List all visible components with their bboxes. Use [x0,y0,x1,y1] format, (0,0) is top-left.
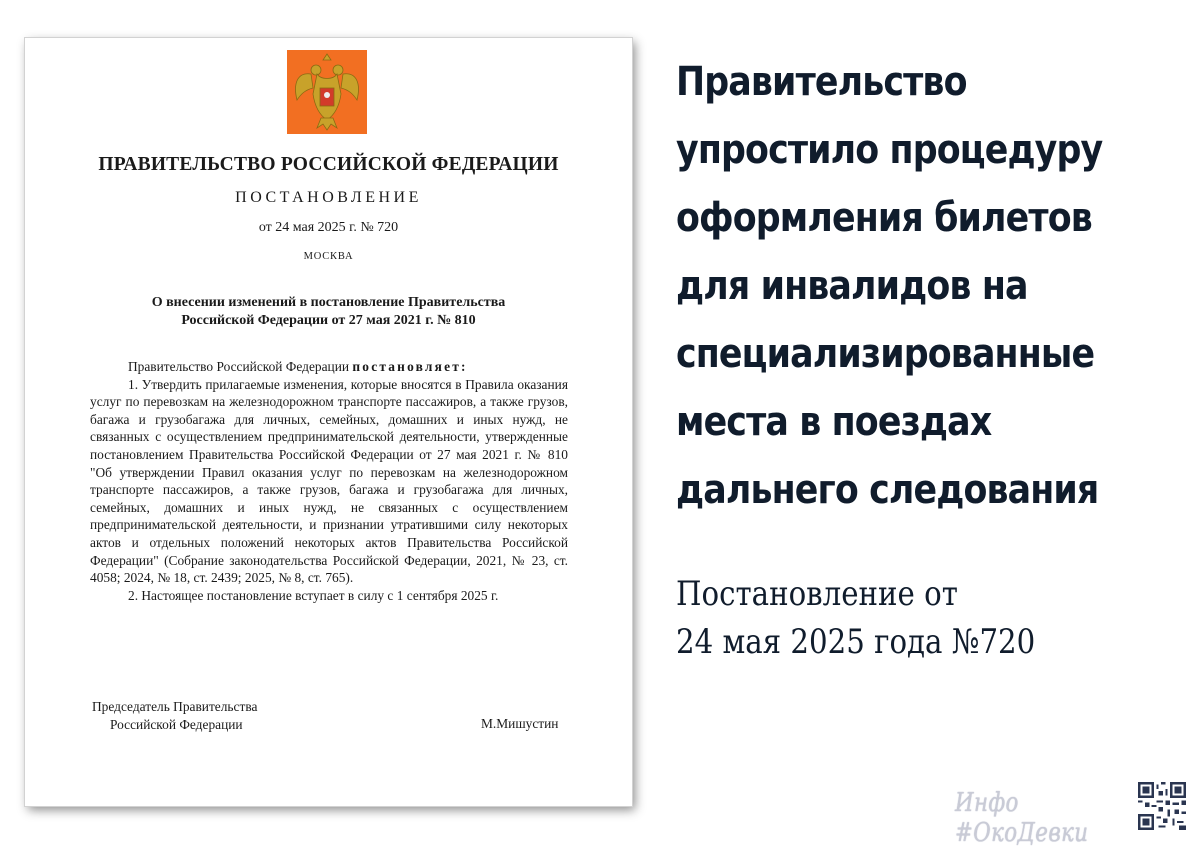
headline: Правительство упростило процедуру оформления билетов для инвалидов на специализированные места в поездах дальнего следования [676,59,1103,513]
government-title: ПРАВИТЕЛЬСТВО РОССИЙСКОЙ ФЕДЕРАЦИИ [98,154,559,175]
decree-item-1: 1. Утвердить прилагаемые изменения, которые вносятся в Правила оказания услуг по перевозкам на железнодорожном транспорте пассажиров, а также грузов, багажа и грузобагажа для личных, семейных, домашних и иных нужд, не связанных с осуществлением предпринимательской деятельности, утвержденные постановлением Правительства Российской Федерации от 27 мая 2021 г. № 810 "Об утверждении Правил оказания услуг по перевозкам на железнодорожном транспорте пассажиров, а также грузов, багажа и грузобагажа для личных, семейных, домашних и иных нужд, не связанных с осуществлением предпринимательской деятельности, и признании утратившими силу некоторых актов и отдельных положений некоторых актов Правительства Российской Федерации" (Собрание законодательства Российской Федерации, 2021, № 23, ст. 4058; 2024, № 18, ст. 2439; 2025, № 8, ст. 765). [90,376,568,586]
signer-name: М.Мишустин [481,716,559,731]
decree-document [25,38,632,806]
subject-line: О внесении изменений в постановление Правительства [151,295,506,310]
decree-item-2: 2. Настоящее постановление вступает в силу с 1 сентября 2025 г. [128,587,499,603]
qr-code-icon [1138,782,1186,830]
decree-subject [135,294,522,330]
decree-date: от 24 мая 2025 г. № 720 [258,220,399,235]
document-type: ПОСТАНОВЛЕНИЕ [235,189,422,206]
subheadline: Постановление от 24 мая 2025 года №720 [676,574,1036,662]
signer-position [92,698,257,733]
signer-position-line: Российской Федерации [110,716,243,732]
preamble [90,358,568,376]
subject-line: Российской Федерации от 27 мая 2021 г. № 810 [181,313,476,328]
preamble-keyword: постановляет: [352,359,468,374]
coat-of-arms-icon [287,50,367,134]
city: МОСКВА [303,251,354,262]
signer-position-line: Председатель Правительства [92,699,258,714]
preamble-text: Правительство Российской Федерации [128,359,353,374]
watermark: Инфо #ОкоДевки [955,788,1089,848]
decree-body [90,358,568,604]
